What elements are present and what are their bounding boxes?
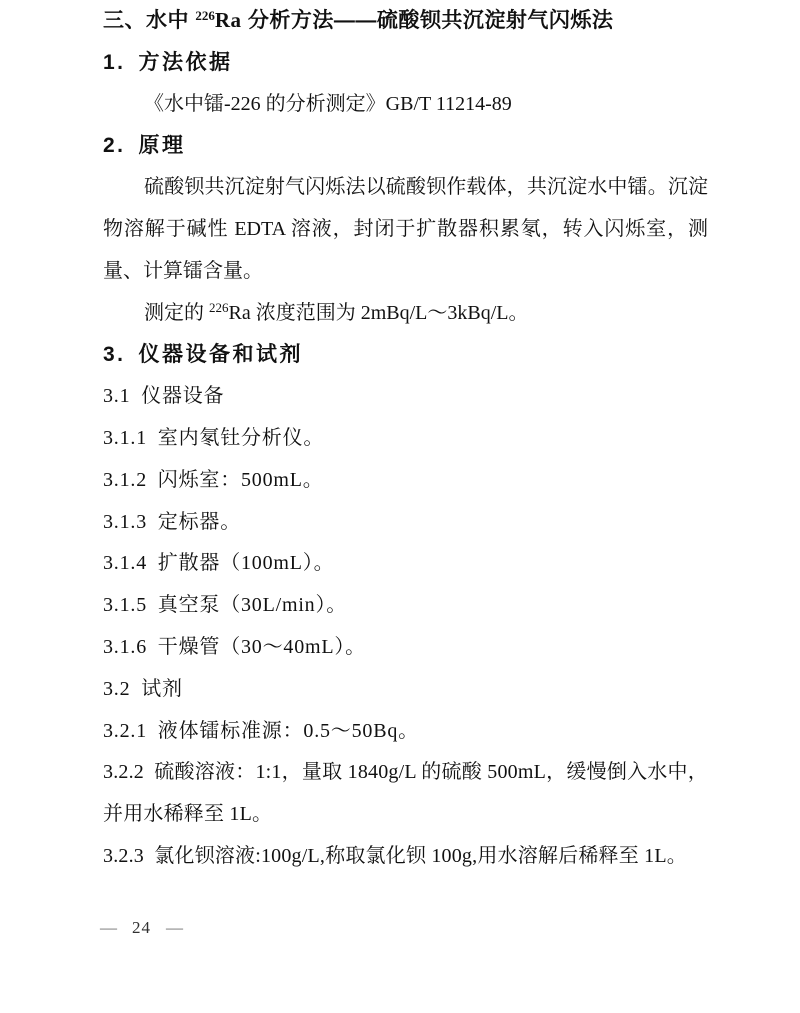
item-3-1-4-diffuser: 3.1.4 扩散器（100mL）。: [103, 552, 335, 575]
document-content: [103, 0, 708, 878]
item-3-2-1-radium-standard-source: 3.2.1 液体镭标准源：0.5～50Bq。: [103, 719, 419, 742]
title-text-pre: 三、水中: [103, 9, 196, 32]
range-element-symbol: Ra: [228, 301, 251, 324]
title-element-symbol: Ra: [214, 8, 242, 32]
item-3-2-2-sulfuric-acid-solution: 3.2.2 硫酸溶液：1:1，量取 1840g/L 的硫酸 500mL，缓慢倒入水中，并用水稀释至 1L。: [103, 761, 708, 826]
item-3-1-6-drying-tube: 3.1.6 干燥管（30～40mL）。: [103, 635, 366, 658]
item-3-1-2-scintillation-cell: 3.1.2 闪烁室：500mL。: [103, 468, 324, 491]
item-3-2-reagents: 3.2 试剂: [103, 677, 183, 700]
range-isotope-superscript: 226: [209, 299, 229, 315]
reference-line: 《水中镭-226 的分析测定》GB/T 11214-89: [144, 92, 512, 115]
item-3-2-3-barium-chloride-solution: 3.2.3 氯化钡溶液:100g/L,称取氯化钡 100g,用水溶解后稀释至 1L。: [103, 844, 687, 867]
page-number: 24: [132, 918, 151, 937]
principle-paragraph: 硫酸钡共沉淀射气闪烁法以硫酸钡作载体，共沉淀水中镭。沉淀物溶解于碱性 EDTA 溶液，封闭于扩散器积累氡，转入闪烁室，测量、计算镭含量。: [103, 176, 708, 282]
footer-dash-right: —: [166, 918, 183, 937]
footer-dash-left: —: [100, 918, 117, 937]
range-text-post: 浓度范围为 2mBq/L～3kBq/L。: [250, 301, 529, 324]
item-3-1-5-vacuum-pump: 3.1.5 真空泵（30L/min）。: [103, 594, 348, 617]
document-title: [103, 0, 708, 42]
heading-equipment-reagents: 3. 仪器设备和试剂: [103, 343, 304, 367]
heading-method-basis: 1. 方法依据: [103, 50, 233, 74]
heading-principle: 2. 原理: [103, 134, 186, 158]
title-isotope-superscript: 226: [195, 8, 215, 23]
item-3-1-3-scaler: 3.1.3 定标器。: [103, 510, 241, 533]
page-footer: [100, 916, 183, 940]
title-text-post: 分析方法——硫酸钡共沉淀射气闪烁法: [241, 9, 614, 32]
concentration-range-line: [103, 293, 708, 335]
item-3-1-1-radon-thorium-analyzer: 3.1.1 室内氡钍分析仪。: [103, 426, 325, 449]
item-3-1-equipment: 3.1 仪器设备: [103, 385, 225, 408]
range-text-pre: 测定的: [144, 301, 209, 324]
